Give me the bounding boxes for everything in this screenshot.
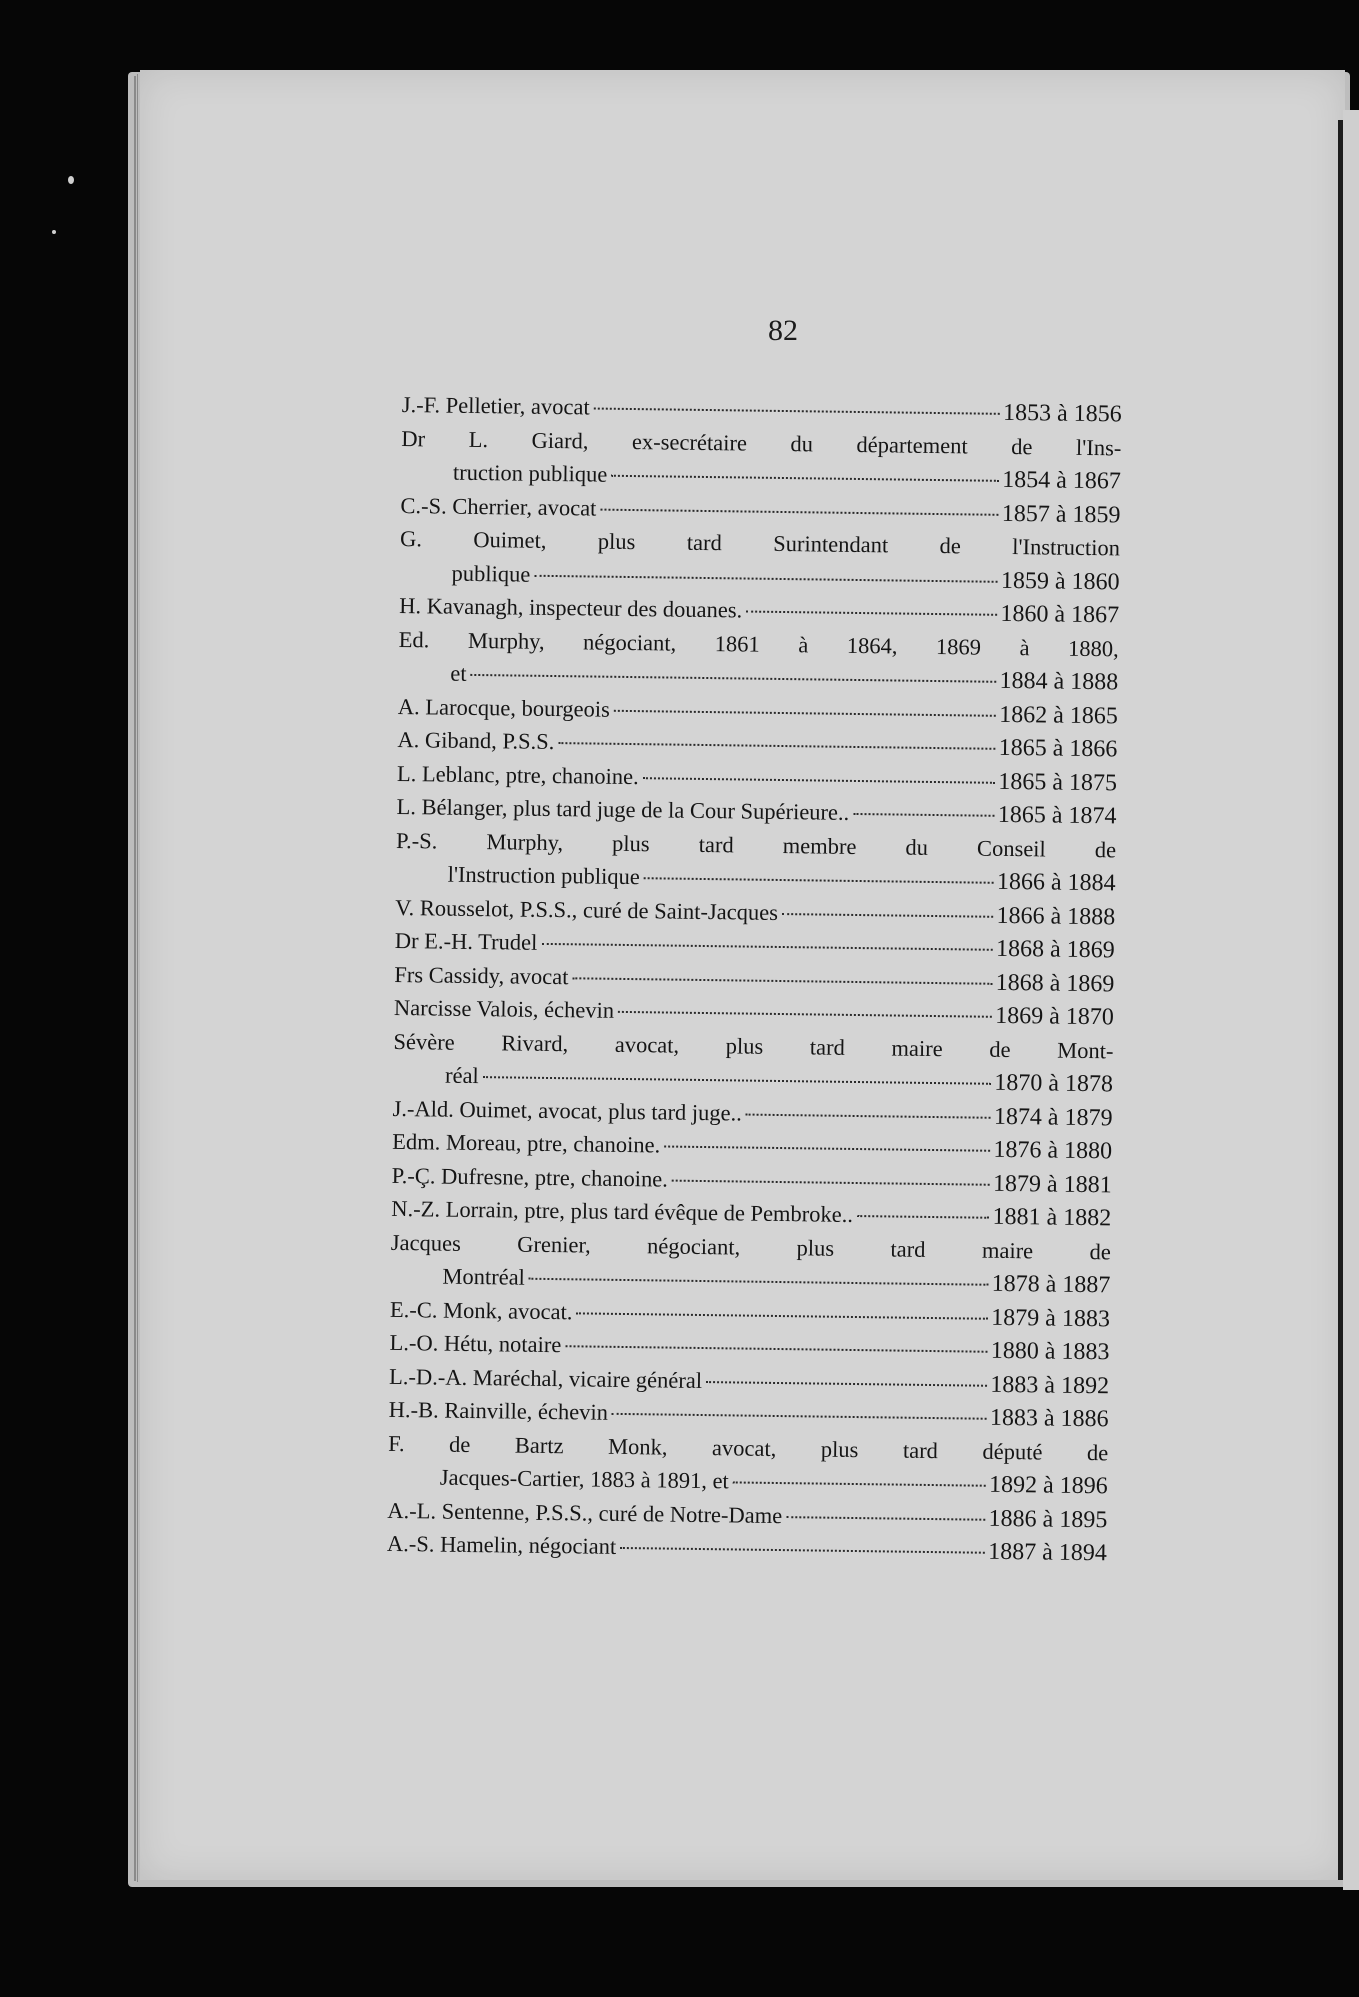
entry-text: P.-Ç. Dufresne, ptre, chanoine. (391, 1162, 669, 1192)
entry-list (387, 392, 1122, 1574)
entry-dates: 1869 à 1870 (995, 1002, 1115, 1031)
entry-text: G. Ouimet, plus tard Surintendant de l'Instruction (399, 525, 1121, 561)
entry-text: J.-F. Pelletier, avocat (401, 392, 590, 420)
entry-text: E.-C. Monk, avocat. (389, 1296, 573, 1324)
dot-leader (786, 1515, 985, 1521)
entry-text: V. Rousselot, P.S.S., curé de Saint-Jacques (395, 894, 779, 925)
list-item (399, 526, 1120, 602)
entry-text: A. Larocque, bourgeois (397, 693, 611, 722)
dot-leader (782, 912, 994, 918)
dot-leader (672, 1178, 990, 1185)
entry-dates: 1868 à 1869 (995, 935, 1115, 964)
entry-dates: 1865 à 1875 (998, 768, 1118, 796)
list-item (388, 1430, 1109, 1506)
entry-text: et (450, 660, 467, 686)
next-page-sliver (1343, 110, 1359, 1890)
dot-leader (529, 1277, 989, 1286)
entry-text: Sévère Rivard, avocat, plus tard maire de Mont- (393, 1028, 1114, 1063)
dot-leader (541, 942, 993, 951)
entry-text: J.-Ald. Ouimet, avocat, plus tard juge.. (392, 1095, 743, 1126)
entry-text: réal (444, 1062, 479, 1089)
entry-dates: 1884 à 1888 (999, 667, 1119, 696)
entry-text: Montréal (442, 1263, 526, 1290)
entry-dates: 1857 à 1859 (1001, 500, 1121, 528)
entry-dates: 1860 à 1867 (1000, 600, 1120, 629)
entry-text: H.-B. Rainville, échevin (388, 1396, 609, 1425)
entry-dates: 1866 à 1888 (996, 902, 1116, 930)
entry-dates: 1876 à 1880 (993, 1136, 1113, 1165)
list-item (393, 1028, 1114, 1104)
entry-dates: 1887 à 1894 (988, 1538, 1108, 1567)
dot-leader (483, 1075, 992, 1085)
entry-text: A. Giband, P.S.S. (397, 726, 555, 755)
entry-dates: 1883 à 1886 (989, 1404, 1109, 1433)
entry-text: L. Bélanger, plus tard juge de la Cour Supérieure.. (396, 793, 850, 825)
entry-text: P.-S. Murphy, plus tard membre du Conseil de (395, 827, 1117, 862)
dot-leader (614, 708, 996, 716)
dot-leader (572, 976, 992, 984)
dot-leader (706, 1380, 987, 1387)
entry-text: Frs Cassidy, avocat (394, 961, 569, 989)
list-item (398, 626, 1119, 702)
page-number: 82 (768, 314, 798, 347)
dot-leader (664, 1144, 990, 1151)
dot-leader (611, 474, 999, 482)
dot-leader (643, 776, 996, 784)
entry-text: L. Leblanc, ptre, chanoine. (396, 760, 639, 789)
list-item (395, 827, 1116, 903)
entry-dates: 1879 à 1881 (992, 1170, 1112, 1198)
dot-leader (558, 741, 995, 750)
entry-text: truction publique (452, 459, 608, 487)
entry-dates: 1879 à 1883 (991, 1304, 1111, 1332)
list-item (390, 1229, 1111, 1305)
dot-leader (594, 407, 1000, 415)
entry-dates: 1862 à 1865 (999, 701, 1118, 729)
entry-text: Jacques-Cartier, 1883 à 1891, et (439, 1464, 729, 1494)
entry-text: H. Kavanagh, inspecteur des douanes. (399, 592, 743, 623)
dot-leader (565, 1344, 988, 1353)
dot-leader (644, 876, 994, 884)
entry-text: Narcisse Valois, échevin (393, 994, 615, 1023)
dot-leader (733, 1480, 986, 1486)
dot-leader (612, 1412, 987, 1420)
entry-text: Dr E.-H. Trudel (394, 927, 538, 955)
entry-dates: 1866 à 1884 (996, 868, 1116, 897)
dot-leader (853, 812, 995, 817)
dot-leader (471, 673, 997, 683)
entry-text: Dr L. Giard, ex-secrétaire du département de l'Ins- (401, 425, 1122, 460)
entry-dates: 1859 à 1860 (1000, 567, 1120, 595)
entry-text: l'Instruction publique (447, 861, 640, 890)
dot-leader (576, 1311, 988, 1319)
entry-dates: 1854 à 1867 (1002, 466, 1122, 495)
entry-dates: 1883 à 1892 (990, 1371, 1110, 1399)
scan-speck (68, 176, 74, 184)
entry-text: A.-S. Hamelin, négociant (386, 1530, 617, 1559)
entry-dates: 1870 à 1878 (994, 1069, 1114, 1098)
dot-leader (534, 573, 998, 582)
dot-leader (746, 610, 997, 616)
entry-text: L.-O. Hétu, notaire (389, 1329, 562, 1358)
entry-text: A.-L. Sentenne, P.S.S., curé de Notre-Dame (387, 1497, 783, 1528)
entry-dates: 1880 à 1883 (990, 1337, 1110, 1366)
entry-text: publique (451, 560, 531, 587)
entry-text: N.-Z. Lorrain, ptre, plus tard évêque de Pembroke.. (391, 1195, 854, 1227)
entry-text: F. de Bartz Monk, avocat, plus tard député de (388, 1430, 1109, 1465)
entry-text: Edm. Moreau, ptre, chanoine. (392, 1128, 661, 1158)
entry-dates: 1878 à 1887 (991, 1270, 1111, 1299)
entry-dates: 1874 à 1879 (993, 1103, 1113, 1131)
dot-leader (620, 1546, 985, 1554)
entry-text: L.-D.-A. Maréchal, vicaire général (388, 1363, 703, 1393)
dot-leader (600, 507, 998, 515)
entry-dates: 1881 à 1882 (992, 1203, 1112, 1232)
entry-dates: 1865 à 1874 (997, 801, 1117, 830)
dot-leader (618, 1010, 992, 1018)
entry-dates: 1886 à 1895 (988, 1505, 1108, 1533)
entry-text: C.-S. Cherrier, avocat (400, 492, 597, 521)
dot-leader (746, 1112, 991, 1118)
entry-text: Jacques Grenier, négociant, plus tard maire de (390, 1229, 1111, 1264)
list-item (401, 425, 1122, 501)
dot-leader (857, 1214, 990, 1219)
entry-dates: 1853 à 1856 (1002, 399, 1122, 428)
scan-speck (52, 230, 56, 234)
entry-dates: 1868 à 1869 (995, 969, 1115, 997)
entry-dates: 1892 à 1896 (988, 1471, 1108, 1500)
entry-dates: 1865 à 1866 (998, 734, 1118, 763)
entry-text: Ed. Murphy, négociant, 1861 à 1864, 1869 à 1880, (398, 626, 1119, 661)
